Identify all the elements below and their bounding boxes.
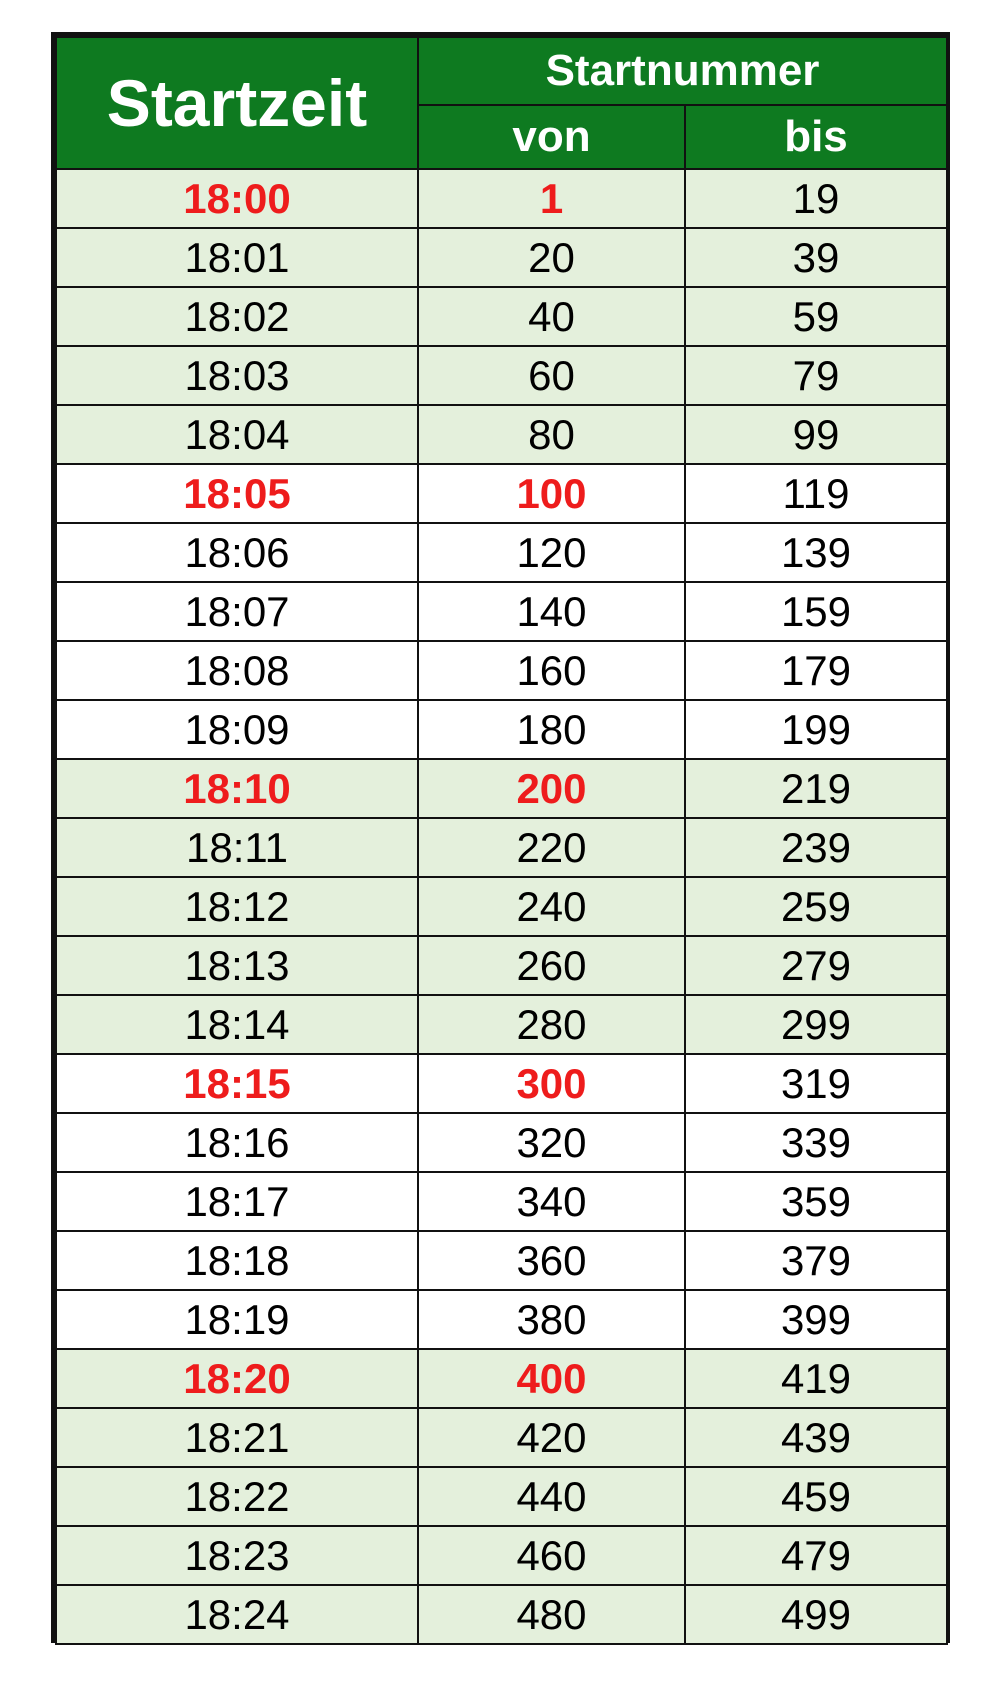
start-time-cell: 18:12 — [56, 877, 418, 936]
start-time-cell: 18:13 — [56, 936, 418, 995]
bis-cell: 59 — [685, 287, 947, 346]
von-cell: 40 — [418, 287, 685, 346]
bis-cell: 339 — [685, 1113, 947, 1172]
von-cell: 20 — [418, 228, 685, 287]
bis-cell: 159 — [685, 582, 947, 641]
start-time-cell: 18:17 — [56, 1172, 418, 1231]
table-row — [56, 405, 947, 464]
von-cell: 320 — [418, 1113, 685, 1172]
bis-cell: 259 — [685, 877, 947, 936]
von-cell: 80 — [418, 405, 685, 464]
von-cell: 340 — [418, 1172, 685, 1231]
start-time-cell: 18:01 — [56, 228, 418, 287]
von-cell: 140 — [418, 582, 685, 641]
bis-cell: 499 — [685, 1585, 947, 1644]
header-bis: bis — [685, 105, 947, 169]
header-von: von — [418, 105, 685, 169]
table-row — [56, 1526, 947, 1585]
bis-cell: 379 — [685, 1231, 947, 1290]
von-cell: 300 — [418, 1054, 685, 1113]
start-time-cell: 18:02 — [56, 287, 418, 346]
bis-cell: 299 — [685, 995, 947, 1054]
bis-cell: 199 — [685, 700, 947, 759]
von-cell: 1 — [418, 169, 685, 228]
header-startnummer: Startnummer — [418, 37, 947, 105]
bis-cell: 359 — [685, 1172, 947, 1231]
table-row — [56, 759, 947, 818]
von-cell: 120 — [418, 523, 685, 582]
bis-cell: 319 — [685, 1054, 947, 1113]
start-time-cell: 18:16 — [56, 1113, 418, 1172]
table-row — [56, 1585, 947, 1644]
start-time-cell: 18:03 — [56, 346, 418, 405]
start-time-cell: 18:06 — [56, 523, 418, 582]
table-row — [56, 1290, 947, 1349]
table-row — [56, 1408, 947, 1467]
bis-cell: 279 — [685, 936, 947, 995]
start-time-cell: 18:22 — [56, 1467, 418, 1526]
start-time-cell: 18:07 — [56, 582, 418, 641]
start-time-cell: 18:20 — [56, 1349, 418, 1408]
start-time-cell: 18:15 — [56, 1054, 418, 1113]
table-row — [56, 877, 947, 936]
header-startzeit: Startzeit — [56, 37, 418, 169]
table-row — [56, 1349, 947, 1408]
table-row — [56, 464, 947, 523]
bis-cell: 79 — [685, 346, 947, 405]
start-time-cell: 18:14 — [56, 995, 418, 1054]
bis-cell: 399 — [685, 1290, 947, 1349]
start-time-cell: 18:23 — [56, 1526, 418, 1585]
start-schedule-table — [51, 32, 950, 1643]
bis-cell: 179 — [685, 641, 947, 700]
table-row — [56, 582, 947, 641]
table-row — [56, 641, 947, 700]
table-row — [56, 818, 947, 877]
bis-cell: 19 — [685, 169, 947, 228]
start-time-cell: 18:00 — [56, 169, 418, 228]
start-time-cell: 18:09 — [56, 700, 418, 759]
table-row — [56, 523, 947, 582]
von-cell: 380 — [418, 1290, 685, 1349]
von-cell: 160 — [418, 641, 685, 700]
von-cell: 180 — [418, 700, 685, 759]
von-cell: 440 — [418, 1467, 685, 1526]
table-row — [56, 1113, 947, 1172]
table-row — [56, 995, 947, 1054]
table-row — [56, 700, 947, 759]
table-row — [56, 346, 947, 405]
von-cell: 400 — [418, 1349, 685, 1408]
bis-cell: 139 — [685, 523, 947, 582]
start-time-cell: 18:19 — [56, 1290, 418, 1349]
von-cell: 220 — [418, 818, 685, 877]
start-time-cell: 18:05 — [56, 464, 418, 523]
table-row — [56, 1172, 947, 1231]
table-row — [56, 169, 947, 228]
start-time-cell: 18:18 — [56, 1231, 418, 1290]
start-time-cell: 18:24 — [56, 1585, 418, 1644]
von-cell: 460 — [418, 1526, 685, 1585]
bis-cell: 419 — [685, 1349, 947, 1408]
bis-cell: 459 — [685, 1467, 947, 1526]
start-time-cell: 18:21 — [56, 1408, 418, 1467]
von-cell: 420 — [418, 1408, 685, 1467]
von-cell: 360 — [418, 1231, 685, 1290]
bis-cell: 219 — [685, 759, 947, 818]
von-cell: 260 — [418, 936, 685, 995]
start-time-cell: 18:04 — [56, 405, 418, 464]
table-row — [56, 228, 947, 287]
von-cell: 60 — [418, 346, 685, 405]
start-time-cell: 18:08 — [56, 641, 418, 700]
table-row — [56, 1467, 947, 1526]
table-header — [56, 37, 947, 169]
table-row — [56, 287, 947, 346]
bis-cell: 479 — [685, 1526, 947, 1585]
von-cell: 240 — [418, 877, 685, 936]
von-cell: 100 — [418, 464, 685, 523]
table-row — [56, 1054, 947, 1113]
start-time-cell: 18:10 — [56, 759, 418, 818]
bis-cell: 439 — [685, 1408, 947, 1467]
bis-cell: 39 — [685, 228, 947, 287]
schedule-grid — [55, 36, 948, 1645]
table-body — [56, 169, 947, 1644]
table-row — [56, 936, 947, 995]
von-cell: 200 — [418, 759, 685, 818]
bis-cell: 99 — [685, 405, 947, 464]
von-cell: 480 — [418, 1585, 685, 1644]
start-time-cell: 18:11 — [56, 818, 418, 877]
von-cell: 280 — [418, 995, 685, 1054]
bis-cell: 239 — [685, 818, 947, 877]
bis-cell: 119 — [685, 464, 947, 523]
table-row — [56, 1231, 947, 1290]
